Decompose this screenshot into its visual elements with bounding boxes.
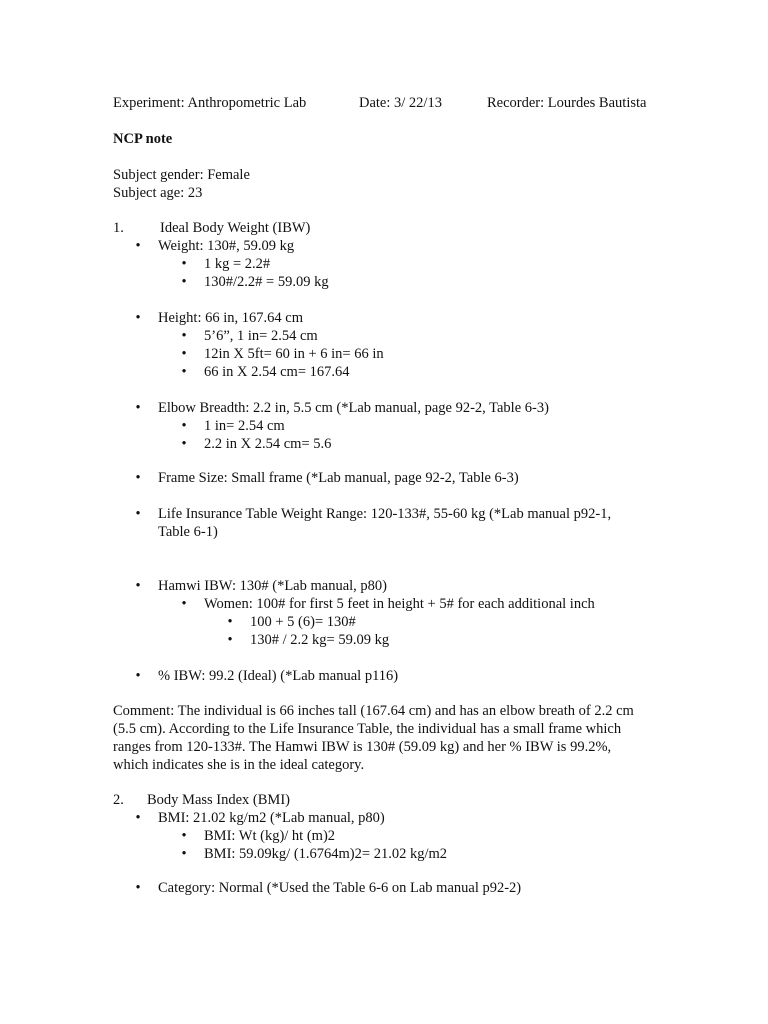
bullet-icon — [134, 667, 142, 685]
hamwi-calc-item: 130# / 2.2 kg= 59.09 kg — [250, 632, 390, 648]
bmi-item: BMI: 21.02 kg/m2 (*Lab manual, p80) — [158, 810, 385, 826]
bullet-icon — [134, 879, 142, 897]
bullet-icon — [180, 845, 188, 863]
comment-line: ranges from 120-133#. The Hamwi IBW is 130# (59.09 kg) and her % IBW is 99.2%, — [113, 739, 612, 755]
bullet-icon — [180, 435, 188, 453]
page-title: NCP note — [113, 131, 173, 147]
experiment-label: Experiment: Anthropometric Lab — [113, 95, 307, 111]
height-item: Height: 66 in, 167.64 cm — [158, 310, 303, 326]
weight-item: Weight: 130#, 59.09 kg — [158, 238, 295, 254]
comment-line: which indicates she is in the ideal category. — [113, 757, 365, 773]
bullet-icon — [134, 237, 142, 255]
section1-number: 1. — [113, 220, 124, 236]
bullet-icon — [226, 613, 234, 631]
life-insurance-item-cont: Table 6-1) — [158, 524, 218, 540]
bullet-icon — [134, 505, 142, 523]
section2-number: 2. — [113, 792, 124, 808]
bullet-icon — [180, 255, 188, 273]
bmi-sub-item: BMI: 59.09kg/ (1.6764m)2= 21.02 kg/m2 — [204, 846, 447, 862]
frame-size-item: Frame Size: Small frame (*Lab manual, page 92-2, Table 6-3) — [158, 470, 519, 486]
section2-heading: Body Mass Index (BMI) — [147, 792, 290, 808]
height-sub-item: 66 in X 2.54 cm= 167.64 — [204, 364, 350, 380]
subject-age: Subject age: 23 — [113, 185, 203, 201]
pct-ibw-item: % IBW: 99.2 (Ideal) (*Lab manual p116) — [158, 668, 399, 684]
bullet-icon — [134, 809, 142, 827]
bullet-icon — [180, 827, 188, 845]
bullet-icon — [134, 399, 142, 417]
weight-sub-item: 1 kg = 2.2# — [204, 256, 271, 272]
hamwi-ibw-item: Hamwi IBW: 130# (*Lab manual, p80) — [158, 578, 387, 594]
bullet-icon — [134, 309, 142, 327]
elbow-breadth-item: Elbow Breadth: 2.2 in, 5.5 cm (*Lab manual, page 92-2, Table 6-3) — [158, 400, 549, 416]
bmi-sub-item: BMI: Wt (kg)/ ht (m)2 — [204, 828, 336, 844]
bullet-icon — [180, 417, 188, 435]
bullet-icon — [134, 469, 142, 487]
hamwi-women-item: Women: 100# for first 5 feet in height + 5# for each additional inch — [204, 596, 595, 612]
subject-gender: Subject gender: Female — [113, 167, 250, 183]
hamwi-calc-item: 100 + 5 (6)= 130# — [250, 614, 356, 630]
date-label: Date: 3/ 22/13 — [359, 95, 442, 111]
height-sub-item: 5’6”, 1 in= 2.54 cm — [204, 328, 318, 344]
bullet-icon — [226, 631, 234, 649]
bullet-icon — [180, 345, 188, 363]
life-insurance-item: Life Insurance Table Weight Range: 120-133#, 55-60 kg (*Lab manual p92-1, — [158, 506, 612, 522]
elbow-sub-item: 1 in= 2.54 cm — [204, 418, 285, 434]
elbow-sub-item: 2.2 in X 2.54 cm= 5.6 — [204, 436, 332, 452]
height-sub-item: 12in X 5ft= 60 in + 6 in= 66 in — [204, 346, 384, 362]
bullet-icon — [180, 327, 188, 345]
weight-sub-item: 130#/2.2# = 59.09 kg — [204, 274, 329, 290]
bullet-icon — [134, 577, 142, 595]
bullet-icon — [180, 363, 188, 381]
bullet-icon — [180, 273, 188, 291]
recorder-label: Recorder: Lourdes Bautista — [487, 95, 647, 111]
comment-line: Comment: The individual is 66 inches tall (167.64 cm) and has an elbow breath of 2.2 cm — [113, 703, 634, 719]
bmi-category-item: Category: Normal (*Used the Table 6-6 on Lab manual p92-2) — [158, 880, 522, 896]
comment-line: (5.5 cm). According to the Life Insurance Table, the individual has a small frame which — [113, 721, 622, 737]
bullet-icon — [180, 595, 188, 613]
section1-heading: Ideal Body Weight (IBW) — [160, 220, 311, 236]
